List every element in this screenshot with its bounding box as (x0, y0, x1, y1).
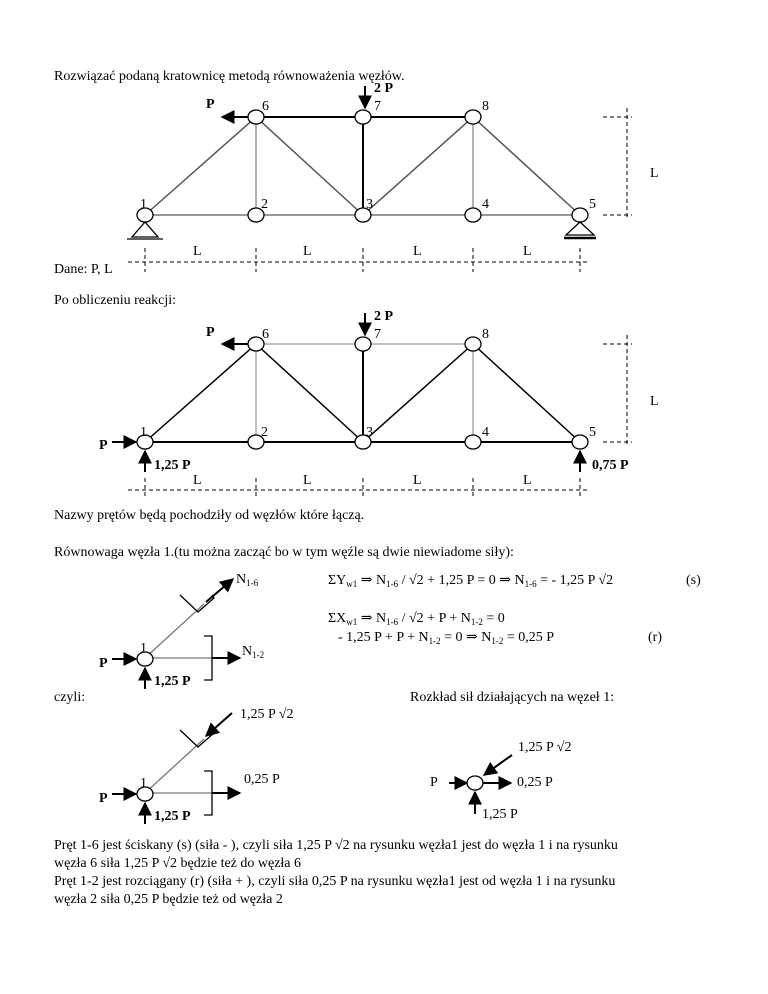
equation-sum-x: $\Sigma X_{w1}$ ⇒ $N_{1-6} / √2 + P + N_{1-2} = 0$ (328, 611, 505, 627)
czyli-text: czyli: (54, 690, 86, 705)
supports-1 (127, 222, 596, 239)
span2-label-2: L (303, 473, 312, 488)
node2-label-3: 3 (366, 425, 373, 440)
member-1-6-2 (145, 344, 256, 442)
member-6-3-2 (256, 344, 363, 442)
dist-p: P (430, 775, 438, 790)
fbd2-r1: 1,25 P (154, 809, 191, 824)
node-7 (355, 110, 371, 124)
node-label-7: 7 (374, 99, 381, 114)
para2-line2: węzła 2 siła 0,25 P będzie też od węzła 2 (54, 892, 283, 907)
load-p-label-2: P (206, 325, 215, 340)
reaction-h-label: P (99, 438, 108, 453)
para1-line2: węzła 6 siła 1,25 P √2 będzie też do węzła 6 (54, 856, 302, 871)
load-2p-label-1: 2 P (374, 81, 394, 96)
fbd1-n16: $N_{1-6}$ (236, 572, 259, 588)
load-p-label-1: P (206, 97, 215, 112)
truss-2 (145, 344, 580, 442)
node-label-6: 6 (262, 99, 269, 114)
span-label-4: L (523, 244, 532, 259)
node-label-4: 4 (482, 197, 489, 212)
roller-support (566, 222, 594, 235)
naming-text: Nazwy prętów będą pochodziły od węzłów które łączą. (54, 508, 365, 523)
span2-label-4: L (523, 473, 532, 488)
dimensions-1 (128, 108, 632, 272)
fbd2-f12: 0,25 P (244, 772, 280, 787)
span2-label-1: L (193, 473, 202, 488)
dist-f12: 0,25 P (517, 775, 553, 790)
fbd2-p: P (99, 791, 108, 806)
node-8 (465, 110, 481, 124)
equation-sum-y: $\Sigma Y_{w1}$ ⇒ $N_{1-6} / √2 + 1,25$ P = 0 ⇒ $N_{1-6}$ = - 1,25 P √2 (328, 573, 614, 589)
fbd-node1-solved (112, 713, 240, 824)
member-8-5 (473, 117, 580, 215)
fbd-node1-unknowns (112, 579, 240, 689)
intro-text: Rozwiązać podaną kratownicę metodą równoważenia węzłów. (54, 69, 405, 84)
reaction-1-label: 1,25 P (154, 458, 191, 473)
dimensions-2 (128, 335, 632, 498)
height-label-2: L (650, 394, 659, 409)
dist-r1: 1,25 P (482, 807, 518, 822)
node-5 (572, 208, 588, 222)
height-label-1: L (650, 166, 659, 181)
span-label-3: L (413, 244, 422, 259)
span2-label-3: L (413, 473, 422, 488)
distribution-text: Rozkład sił działających na węzeł 1: (410, 690, 615, 705)
span-label-1: L (193, 244, 202, 259)
member-1-6 (145, 117, 256, 215)
after-reactions-text: Po obliczeniu reakcji: (54, 293, 177, 308)
node2-label-5: 5 (589, 425, 596, 440)
fbd1-node: 1 (140, 641, 147, 656)
member-6-3 (256, 117, 363, 215)
para2-line1: Pręt 1-2 jest rozciągany (r) (siła + ), czyli siła 0,25 P na rysunku węzła1 jest od węzła 1 i na rysunku (54, 874, 616, 889)
para1-line1: Pręt 1-6 jest ściskany (s) (siła - ), czyli siła 1,25 P √2 na rysunku węzła1 jest do węzła 1 i na rysunku (54, 838, 618, 853)
given-text: Dane: P, L (54, 262, 113, 277)
node-label-5: 5 (589, 197, 596, 212)
node-label-2: 2 (261, 197, 268, 212)
reaction-5-label: 0,75 P (592, 458, 629, 473)
equation-x-line2: - 1,25 $P + P + N_{1-2} = 0$ ⇒ $N_{1-2} = 0,25$ P (338, 630, 555, 646)
node2-label-8: 8 (482, 327, 489, 342)
pin-support (132, 222, 158, 237)
node2-label-6: 6 (262, 327, 269, 342)
node2-label-2: 2 (261, 425, 268, 440)
fbd1-r1: 1,25 P (154, 674, 191, 689)
force-distribution (449, 755, 512, 814)
span-label-2: L (303, 244, 312, 259)
node-label-3: 3 (366, 197, 373, 212)
dist-f16: 1,25 P √2 (518, 740, 572, 755)
truss-1 (145, 117, 580, 215)
tag-s: (s) (686, 573, 701, 588)
node-4 (465, 208, 481, 222)
tag-r: (r) (648, 630, 662, 645)
fbd2-node: 1 (140, 776, 147, 791)
equilibrium-heading: Równowaga węzła 1.(tu można zacząć bo w tym węźle są dwie niewiadome siły): (54, 545, 514, 560)
node2-label-7: 7 (374, 327, 381, 342)
member-8-5-2 (473, 344, 580, 442)
node-label-8: 8 (482, 99, 489, 114)
node2-label-1: 1 (140, 425, 147, 440)
load-2p-label-2: 2 P (374, 309, 394, 324)
node-label-1: 1 (140, 197, 147, 212)
fbd1-n12: $N_{1-2}$ (242, 644, 265, 660)
node2-label-4: 4 (482, 425, 489, 440)
member-3-8-2 (363, 344, 473, 442)
fbd2-f16: 1,25 P √2 (240, 707, 294, 722)
fbd1-p: P (99, 656, 108, 671)
member-3-8 (363, 117, 473, 215)
